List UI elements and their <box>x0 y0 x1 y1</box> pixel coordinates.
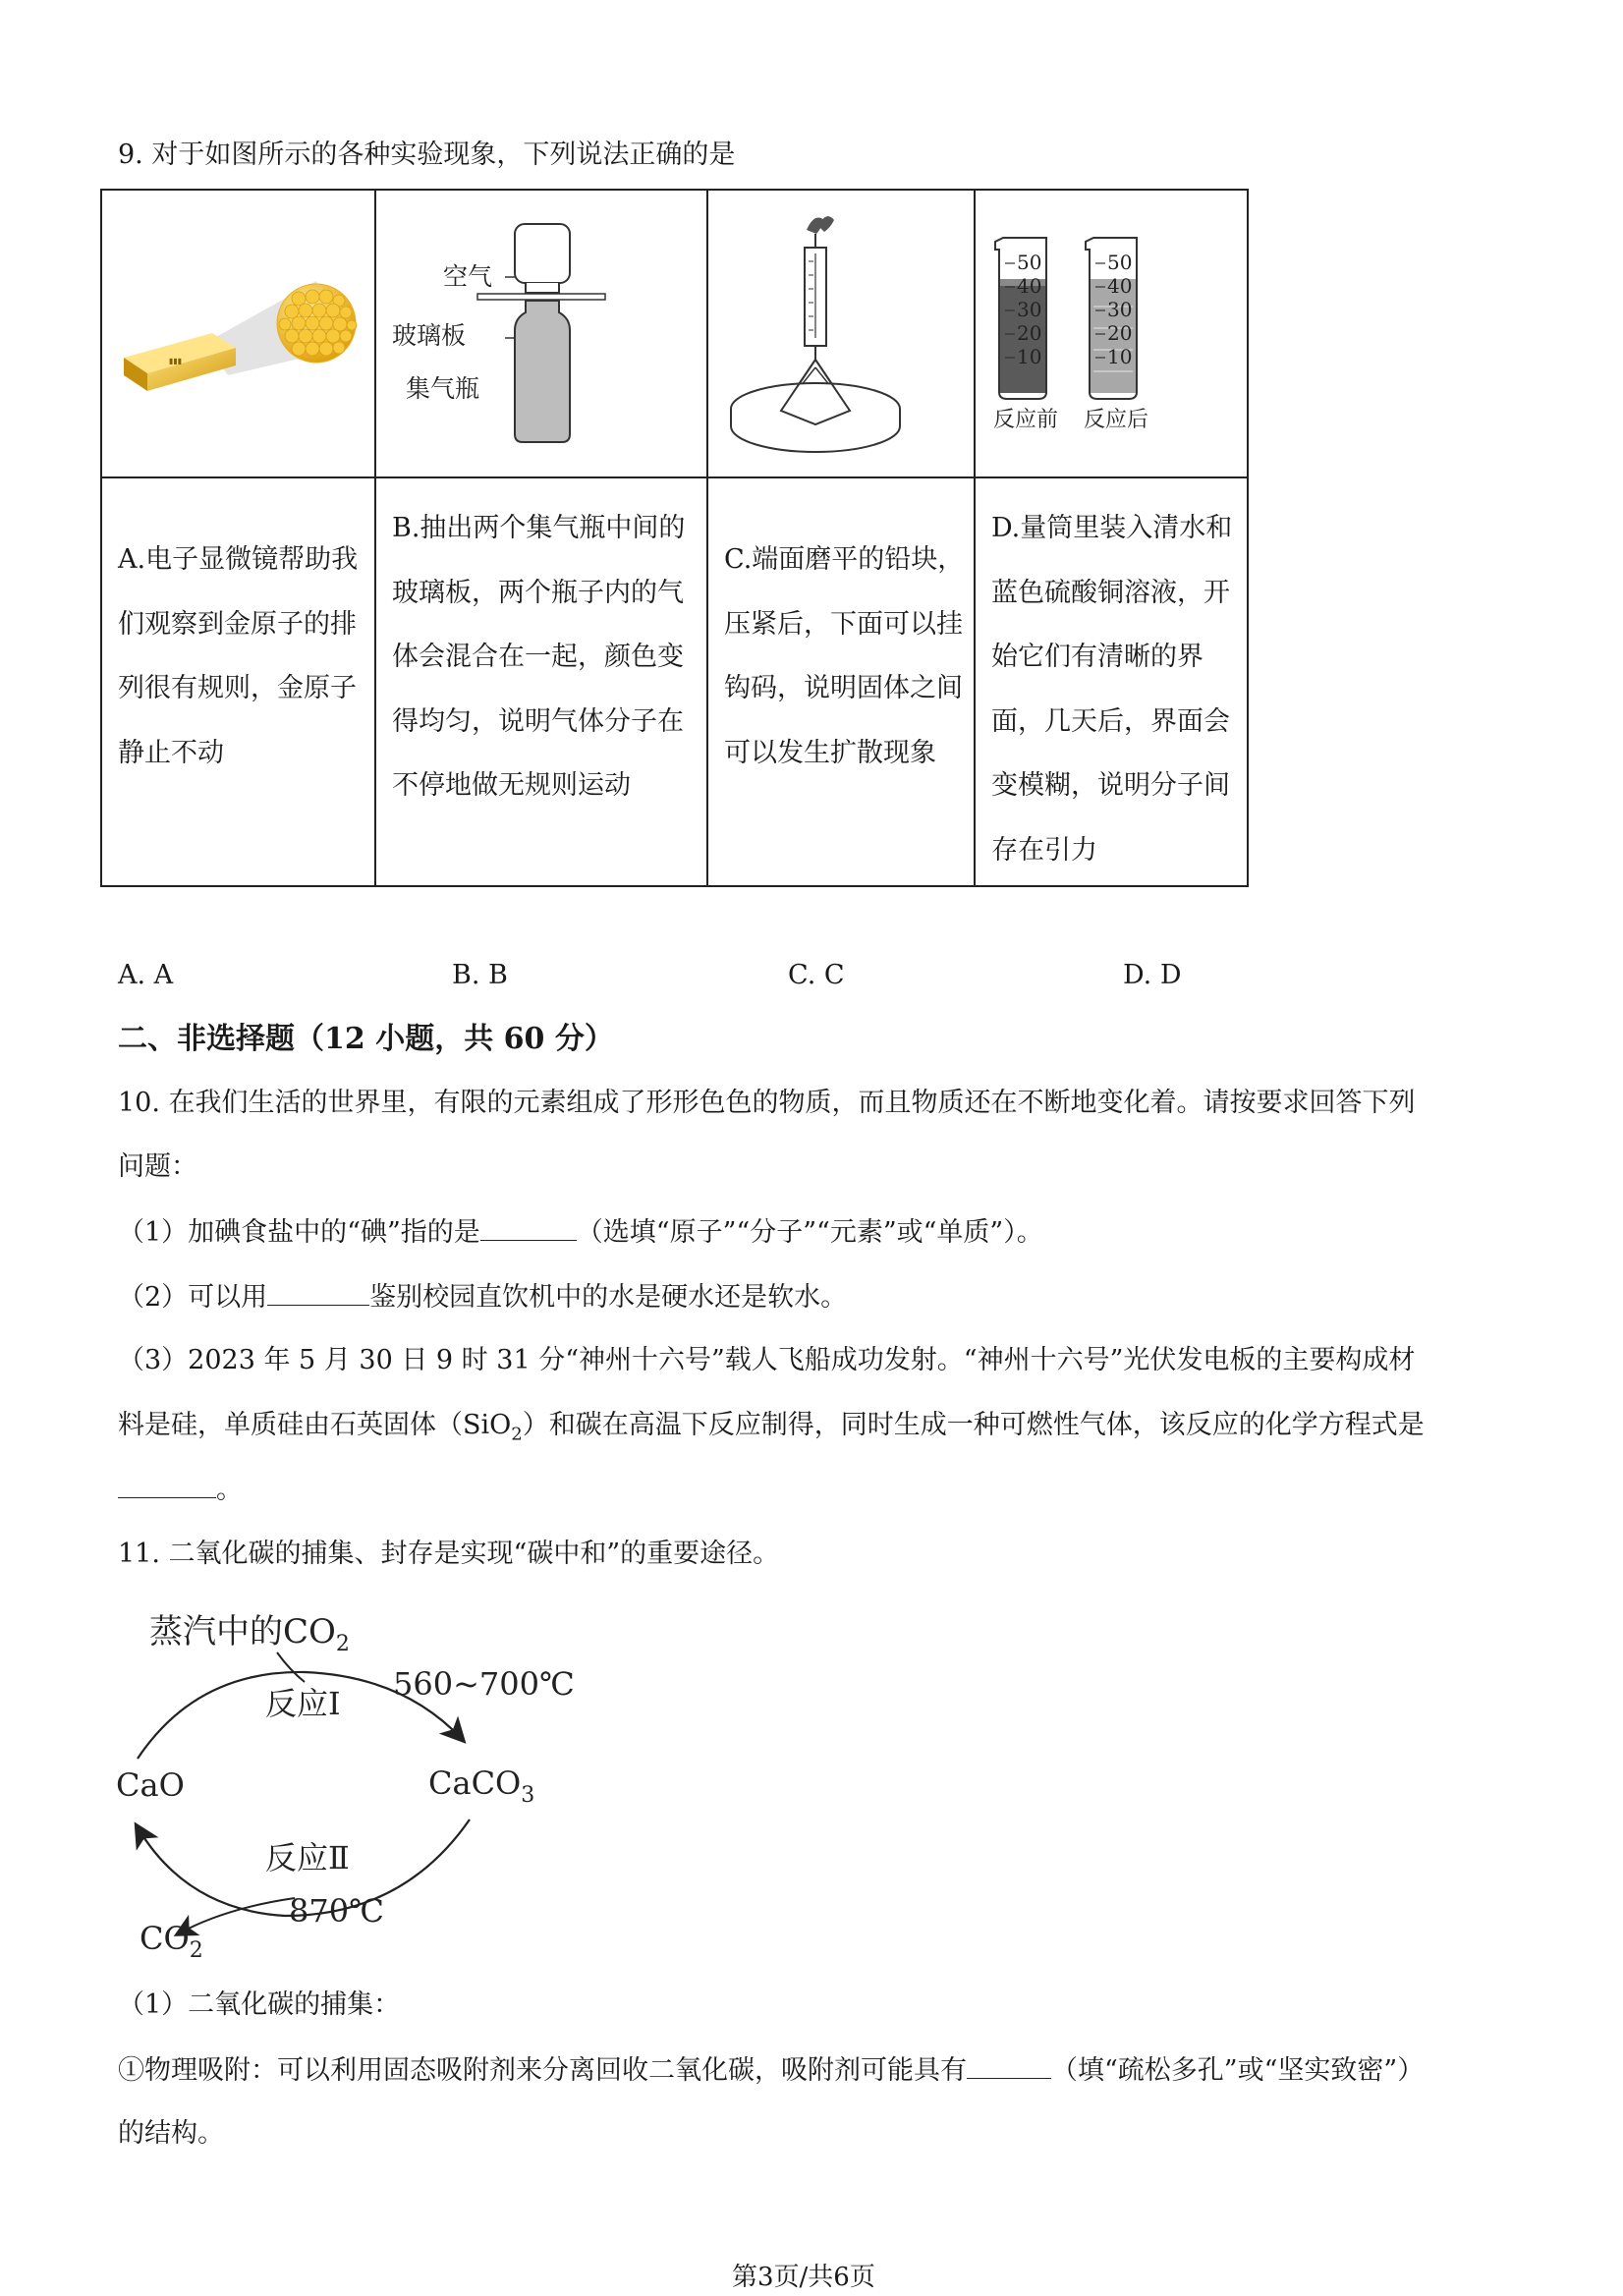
svg-text:20: 20 <box>1017 321 1042 345</box>
option-c[interactable]: C. C <box>788 960 845 990</box>
label-reaction-1: 反应Ⅰ <box>265 1685 341 1722</box>
label-after: 反应后 <box>1084 408 1149 432</box>
q10-blank-3[interactable] <box>118 1470 216 1498</box>
q10-part3-line3: 。 <box>118 1470 243 1510</box>
calcium-looping-diagram <box>108 1592 580 1965</box>
svg-text:10: 10 <box>1107 345 1133 368</box>
q10-part3-line1: （3）2023 年 5 月 30 日 9 时 31 分“神州十六号”载人飞船成功发射。“神州十六号”光伏发电板的主要构成材 <box>118 1345 1416 1375</box>
label-steam-co2: 蒸汽中的$CO_2$ <box>149 1612 350 1656</box>
q11-part1-heading: （1）二氧化碳的捕集： <box>118 1989 401 2020</box>
option-d[interactable]: D. D <box>1123 960 1182 990</box>
q10-blank-2[interactable] <box>267 1277 369 1306</box>
q11-stem: 11. 二氧化碳的捕集、封存是实现“碳中和”的重要途径。 <box>118 1539 780 1569</box>
figure-b-cell <box>375 190 707 477</box>
q11-part1-q1-line2: 的结构。 <box>118 2118 224 2149</box>
cylinders-figure <box>976 191 1247 473</box>
label-air: 空气 <box>443 262 493 291</box>
svg-text:▮▮▮: ▮▮▮ <box>169 357 183 365</box>
label-temp-2: 870℃ <box>289 1892 384 1930</box>
svg-text:30: 30 <box>1017 298 1042 321</box>
label-reaction-2: 反应Ⅱ <box>265 1839 350 1876</box>
cell-d: D.量筒里装入清水和蓝色硫酸铜溶液，开始它们有清晰的界面，几天后，界面会变模糊，说明分子间存在引力 <box>975 477 1248 886</box>
q9-figure-table <box>100 189 1249 887</box>
svg-text:40: 40 <box>1107 274 1133 298</box>
label-caco3: CaCO$_3$ <box>428 1764 535 1808</box>
page-footer: 第3页/共6页 <box>732 2263 875 2292</box>
svg-text:50: 50 <box>1017 251 1042 274</box>
q11-blank-1[interactable] <box>967 2050 1051 2079</box>
q10-part2: （2）可以用 鉴别校园直饮机中的水是硬水还是软水。 <box>118 1277 847 1317</box>
figure-c-cell <box>707 190 975 477</box>
label-before: 反应前 <box>993 408 1059 432</box>
lead-blocks-figure <box>708 191 974 473</box>
gas-jars-figure <box>376 191 706 473</box>
cell-b: B.抽出两个集气瓶中间的玻璃板，两个瓶子内的气体会混合在一起，颜色变得均匀，说明气体分子在不停地做无规则运动 <box>375 477 707 886</box>
option-b[interactable]: B. B <box>452 960 508 990</box>
label-temp-1: 560~700℃ <box>393 1665 575 1703</box>
q9-stem: 9. 对于如图所示的各种实验现象，下列说法正确的是 <box>118 140 736 170</box>
svg-text:50: 50 <box>1107 251 1133 274</box>
q10-part3-line2: 料是硅，单质硅由石英固体（SiO$_2$）和碳在高温下反应制得，同时生成一种可燃性气体，该反应的化学方程式是 <box>118 1410 1425 1445</box>
q10-stem-line1: 10. 在我们生活的世界里，有限的元素组成了形形色色的物质，而且物质还在不断地变化着。请按要求回答下列 <box>118 1088 1416 1118</box>
q10-stem-line2: 问题： <box>118 1151 197 1182</box>
section-heading: 二、非选择题（12 小题，共 60 分） <box>118 1022 614 1056</box>
figure-d-cell <box>975 190 1248 477</box>
label-co2: $CO_2$ <box>140 1920 203 1963</box>
q11-part1-q1: ①物理吸附：可以利用固态吸附剂来分离回收二氧化碳，吸附剂可能具有 （填“疏松多孔”或“坚实致密”） <box>118 2050 1424 2091</box>
svg-text:40: 40 <box>1017 274 1042 298</box>
option-a[interactable]: A. A <box>118 960 174 990</box>
svg-text:10: 10 <box>1017 345 1042 368</box>
svg-text:20: 20 <box>1107 321 1133 345</box>
label-glass-plate: 玻璃板 <box>392 321 467 350</box>
label-gas-jar: 集气瓶 <box>406 374 480 403</box>
cell-c: C.端面磨平的铅块，压紧后，下面可以挂钩码，说明固体之间可以发生扩散现象 <box>707 477 975 886</box>
label-cao: CaO <box>116 1766 185 1804</box>
q10-blank-1[interactable] <box>480 1212 577 1241</box>
svg-text:30: 30 <box>1107 298 1133 321</box>
gold-atoms-figure <box>102 191 374 473</box>
q10-part1: （1）加碘食盐中的“碘”指的是 （选填“原子”“分子”“元素”或“单质”）。 <box>118 1212 1043 1253</box>
figure-a-cell <box>101 190 375 477</box>
cell-a: A.电子显微镜帮助我们观察到金原子的排列很有规则，金原子静止不动 <box>101 477 375 886</box>
